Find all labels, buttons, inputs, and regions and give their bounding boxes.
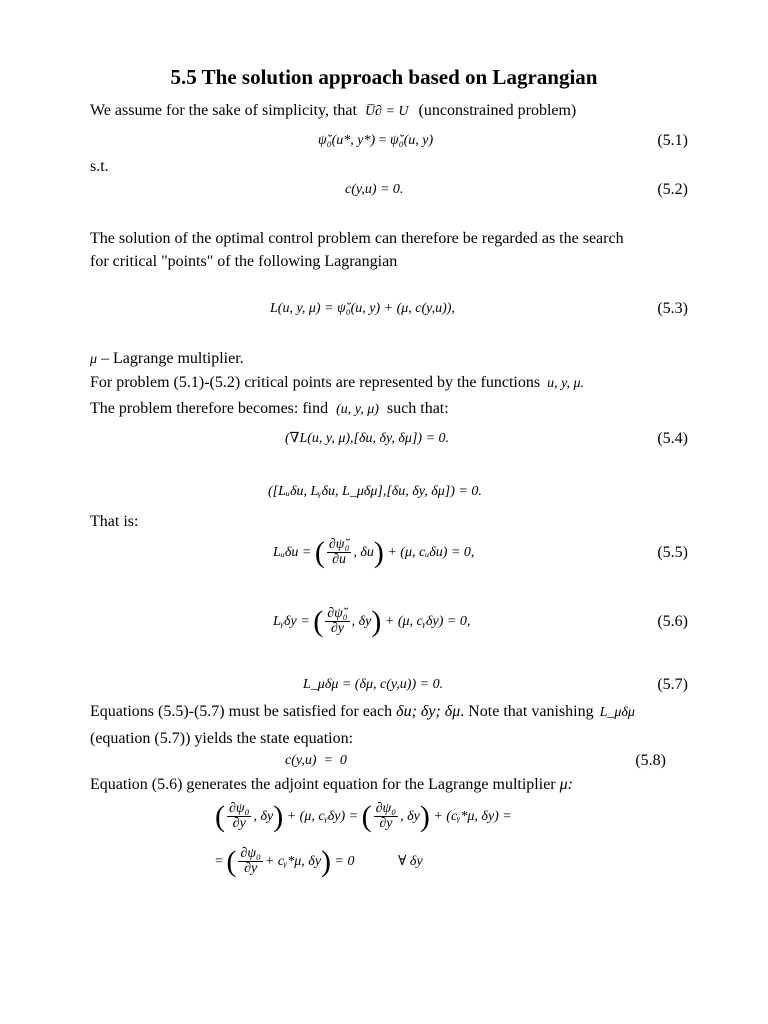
- eq59a-numerator-1: ∂ψ₀: [229, 801, 250, 817]
- eq59b-fraction: [238, 847, 262, 876]
- eq55-tail-1: , δu: [353, 545, 374, 560]
- para2-text-c: . Note that vanishing: [460, 703, 594, 720]
- eq59b-tail-1: + cᵧ*μ, δy: [264, 854, 322, 869]
- section-title: 5.5 The solution approach based on Lagrangian: [170, 65, 598, 89]
- equation-number-5-8: (5.8): [635, 752, 666, 769]
- eq56-tail-1: , δy: [351, 614, 372, 629]
- eq59b-forall: ∀ δy: [397, 854, 423, 869]
- eq59a-close-paren-2: ): [419, 799, 430, 833]
- para3-text: Equation (5.6) generates the adjoint equation for the Lagrange multiplier: [90, 776, 556, 793]
- eq56-close-paren: ): [371, 604, 382, 638]
- mu-text: – Lagrange multiplier.: [97, 350, 244, 367]
- st-label: s.t.: [90, 158, 109, 175]
- eq56-lhs: Lᵧδy =: [273, 614, 310, 629]
- eq55-fraction: [327, 538, 351, 567]
- eq59b-open-paren: (: [226, 844, 237, 878]
- para2-text-a: Equations (5.5)-(5.7) must be satisfied for each: [90, 703, 393, 720]
- equation-5-6: [273, 605, 470, 639]
- equation-5-3: L(u, y, μ) = ψ̆₀(u, y) + (μ, c(y,u)),: [270, 301, 455, 316]
- equation-5-7: L_μδμ = (δμ, c(y,u)) = 0.: [303, 677, 444, 692]
- eq59a-tail-4: + (cᵧ*μ, δy) =: [433, 809, 512, 824]
- para2-math-l-mu: L_μδμ: [599, 705, 635, 720]
- paragraph-1-line-1: The solution of the optimal control problem can therefore be regarded as the search: [90, 230, 624, 247]
- intro-text: We assume for the sake of simplicity, that: [90, 102, 357, 119]
- that-is-label: That is:: [90, 513, 139, 530]
- multiplier-line: [90, 349, 244, 370]
- eq59a-open-paren-1: (: [215, 799, 225, 833]
- eq59a-tail-1: , δy: [253, 809, 274, 824]
- eq59a-tail-3: , δy: [400, 809, 420, 824]
- equation-number-5-3: (5.3): [657, 300, 688, 317]
- equation-number-5-5: (5.5): [657, 544, 688, 561]
- paragraph-1-line-2: for critical "points" of the following Lagrangian: [90, 253, 398, 270]
- equation-5-8: c(y,u) = 0: [285, 753, 347, 768]
- intro-math: U̅∂ = U: [364, 104, 409, 119]
- mu-symbol: μ: [90, 352, 98, 367]
- eq59a-close-paren-1: ): [273, 799, 284, 833]
- eq55-numerator: ∂ψ̆₀: [328, 537, 350, 553]
- find-line: [90, 399, 449, 420]
- eq55-lhs: Lᵤδu =: [273, 545, 312, 560]
- find-math: (u, y, μ): [336, 402, 379, 417]
- eq59a-fraction-1: [227, 802, 251, 831]
- eq59b-tail-2: = 0: [334, 854, 355, 869]
- eq59a-tail-2: + (μ, cᵧδy) =: [286, 809, 359, 824]
- eq56-open-paren: (: [313, 604, 324, 638]
- eq56-fraction: [325, 607, 349, 636]
- eq56-tail-2: + (μ, cᵧδy) = 0,: [384, 614, 471, 629]
- paragraph-2-line-1: [90, 702, 635, 723]
- equation-5-2: c(y,u) = 0.: [345, 182, 404, 197]
- equation-number-5-7: (5.7): [657, 676, 688, 693]
- eq56-numerator: ∂ψ̆₀: [327, 606, 348, 622]
- find-text: The problem therefore becomes: find: [90, 400, 329, 417]
- equation-5-5: [273, 536, 474, 570]
- eq59b-numerator: ∂ψ₀: [240, 846, 261, 862]
- equation-5-1: [318, 131, 433, 151]
- eq59b-close-paren: ): [321, 844, 332, 878]
- para3-math: μ:: [559, 776, 573, 793]
- intro-line: [90, 101, 576, 122]
- equation-number-5-2: (5.2): [657, 181, 688, 198]
- equation-5-4: (∇L(u, y, μ),[δu, δy, δμ]) = 0.: [285, 431, 450, 446]
- eq59b-pre: =: [215, 854, 223, 869]
- problem-line: [90, 373, 584, 394]
- find-tail: such that:: [386, 400, 449, 417]
- equation-number-5-6: (5.6): [657, 613, 688, 630]
- eq55-close-paren: ): [373, 535, 384, 569]
- eq51-lhs: ψ̆₀(u*, y*): [318, 133, 376, 148]
- equation-number-5-4: (5.4): [657, 430, 688, 447]
- eq59a-numerator-2: ∂ψ₀: [375, 801, 397, 817]
- eq59a-fraction-2: [374, 802, 398, 831]
- para2-math-variations: δu; δy; δμ: [396, 703, 461, 720]
- equation-5-4-expanded: ([Lᵤδu, Lᵧδu, L_μδμ],[δu, δy, δμ]) = 0.: [268, 484, 482, 499]
- eq56-denominator: ∂y: [330, 621, 344, 637]
- eq51-rhs: ψ̆₀(u, y): [390, 133, 434, 148]
- eq59a-denominator-1: ∂y: [232, 816, 246, 832]
- adjoint-equation-line-1: [215, 800, 512, 834]
- intro-paren: (unconstrained problem): [418, 102, 577, 119]
- problem-math: u, y, μ.: [547, 376, 585, 391]
- adjoint-equation-line-2: [215, 845, 423, 879]
- paragraph-2-line-2: (equation (5.7)) yields the state equation:: [90, 730, 354, 747]
- paragraph-3: [90, 775, 573, 795]
- eq55-open-paren: (: [314, 535, 325, 569]
- equation-number-5-1: (5.1): [657, 132, 688, 149]
- problem-text: For problem (5.1)-(5.2) critical points are represented by the functions: [90, 374, 541, 391]
- eq59a-open-paren-2: (: [361, 799, 372, 833]
- eq51-eq: =: [378, 133, 387, 148]
- eq55-denominator: ∂u: [332, 552, 347, 568]
- eq59b-denominator: ∂y: [244, 861, 258, 877]
- eq55-tail-2: + (μ, cᵤδu) = 0,: [387, 545, 475, 560]
- eq59a-denominator-2: ∂y: [379, 816, 393, 832]
